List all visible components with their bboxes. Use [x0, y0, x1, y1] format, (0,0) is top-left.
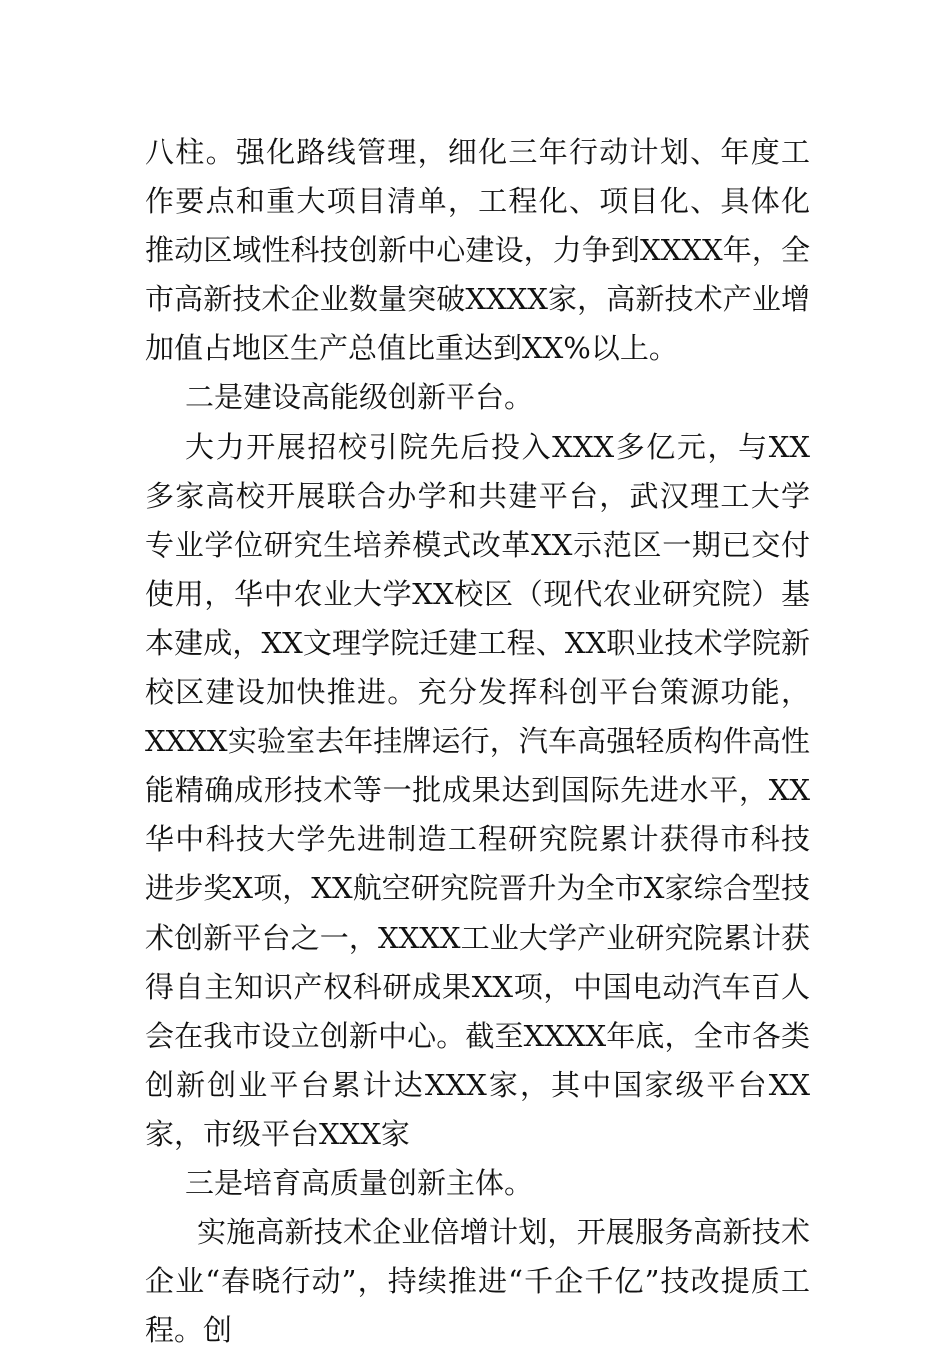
section-heading-2: 二是建设高能级创新平台。: [185, 380, 534, 415]
paragraph-continuation: 八柱。强化路线管理，细化三年行动计划、年度工作要点和重大项目清单，工程化、项目化、具体化推动区域性科技创新中心建设，力争到XXXX年，全市高新技术企业数量突破XXXX家，高新技术产业增加值占地区生产总值比重达到XX%以上。: [145, 135, 810, 366]
document-body: [145, 128, 810, 1355]
section-heading-3: 三是培育高质量创新主体。: [185, 1165, 534, 1200]
paragraph-platforms: 大力开展招校引院先后投入XXX多亿元，与XX多家高校开展联合办学和共建平台，武汉理工大学专业学位研究生培养模式改革XX示范区一期已交付使用，华中农业大学XX校区（现代农业研究院）基本建成，XX文理学院迁建工程、XX职业技术学院新校区建设加快推进。充分发挥科创平台策源功能，XXXX实验室去年挂牌运行，汽车高强轻质构件高性能精确成形技术等一批成果达到国际先进水平，XX华中科技大学先进制造工程研究院累计获得市科技进步奖X项，XX航空研究院晋升为全市X家综合型技术创新平台之一，XXXX工业大学产业研究院累计获得自主知识产权科研成果XX项，中国电动汽车百人会在我市设立创新中心。截至XXXX年底，全市各类创新创业平台累计达XXX家，其中国家级平台XX家，市级平台XXX家: [145, 429, 810, 1151]
paragraph-enterprises: 实施高新技术企业倍增计划，开展服务高新技术企业“春晓行动”，持续推进“千企千亿”技改提质工程。创: [145, 1215, 810, 1348]
